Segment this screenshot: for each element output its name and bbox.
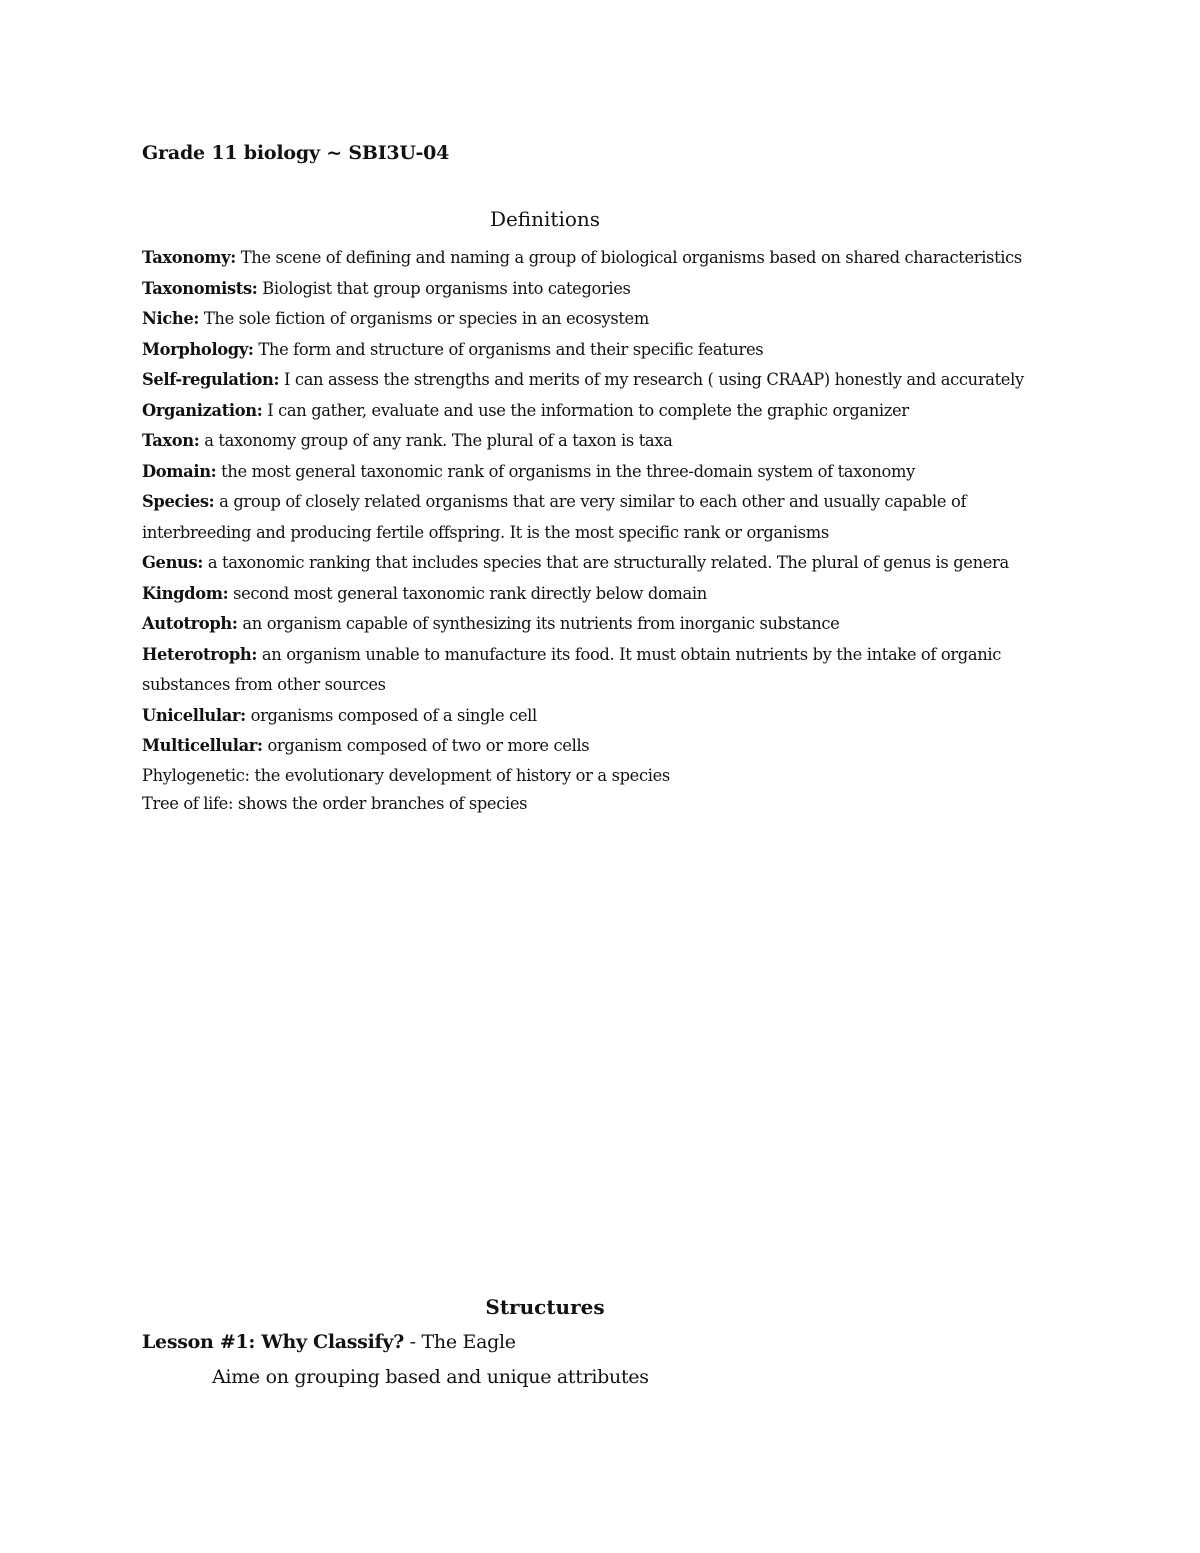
structures-heading: Structures [485,1295,605,1319]
definition-entry [142,640,1042,701]
lesson-title: Lesson #1: Why Classify? [142,1331,404,1353]
definition-term: Unicellular: [142,705,246,725]
definition-term: Domain: [142,461,217,481]
definition-entry [142,365,1042,396]
lesson-note: Aime on grouping based and unique attributes [212,1366,649,1388]
definition-term: Autotroph: [142,614,238,633]
definition-entry [142,335,1042,366]
definition-text: the evolutionary development of history or a species [249,765,670,785]
definition-term: Phylogenetic: [142,765,250,785]
definition-text: Biologist that group organisms into categories [257,278,631,298]
definition-text: organisms composed of a single cell [245,705,537,725]
definition-entry [142,457,1042,488]
definition-term: Morphology: [142,339,254,359]
definition-entry [142,304,1042,335]
definition-entry [142,548,1042,579]
definition-text: an organism unable to manufacture its food. It must obtain nutrients by the intake of organic substances from other sources [142,644,1001,694]
definition-term: Genus: [142,553,204,572]
definition-term: Heterotroph: [142,644,258,664]
definition-term: Tree of life: [142,793,234,813]
definition-term: Multicellular: [142,736,263,755]
definition-text: The scene of defining and naming a group of biological organisms based on shared characteristics [235,248,1022,267]
definition-text: the most general taxonomic rank of organisms in the three-domain system of taxonomy [216,461,915,481]
definition-entry [142,701,1042,732]
definition-text: I can gather, evaluate and use the information to complete the graphic organizer [262,400,909,420]
definitions-list [142,243,1042,818]
definition-term: Self-regulation: [142,370,280,389]
definition-entry [142,396,1042,427]
definition-entry [142,790,1042,818]
definition-text: second most general taxonomic rank directly below domain [228,583,707,603]
definition-text: The sole fiction of organisms or species in an ecosystem [199,309,649,328]
definition-entry [142,426,1042,457]
definition-term: Taxonomy: [142,248,236,267]
lesson-line [142,1331,516,1353]
definition-text: a group of closely related organisms that are very similar to each other and usually capable of interbreeding and producing fertile offspring. It is the most specific rank or organisms [142,492,967,542]
definition-entry [142,487,1042,548]
definition-text: I can assess the strengths and merits of my research ( using CRAAP) honestly and accurately [279,370,1024,389]
definition-entry [142,579,1042,610]
definition-text: shows the order branches of species [233,793,528,813]
definition-entry [142,274,1042,305]
definition-term: Niche: [142,309,200,328]
definition-text: a taxonomy group of any rank. The plural of a taxon is taxa [199,431,673,450]
definition-term: Species: [142,492,215,511]
definition-term: Taxonomists: [142,278,258,298]
definition-term: Kingdom: [142,583,229,603]
definition-text: organism composed of two or more cells [262,736,590,755]
definition-text: a taxonomic ranking that includes species that are structurally related. The plural of genus is genera [203,553,1009,572]
definition-entry [142,731,1042,762]
document-title: Grade 11 biology ~ SBI3U-04 [142,142,450,164]
definition-term: Organization: [142,400,263,420]
definition-text: an organism capable of synthesizing its nutrients from inorganic substance [237,614,840,633]
lesson-subtitle: - The Eagle [403,1331,516,1353]
definitions-heading: Definitions [489,207,601,231]
definition-entry [142,609,1042,640]
definition-term: Taxon: [142,431,200,450]
definition-text: The form and structure of organisms and their specific features [253,339,764,359]
definition-entry [142,243,1042,274]
definition-entry [142,762,1042,790]
